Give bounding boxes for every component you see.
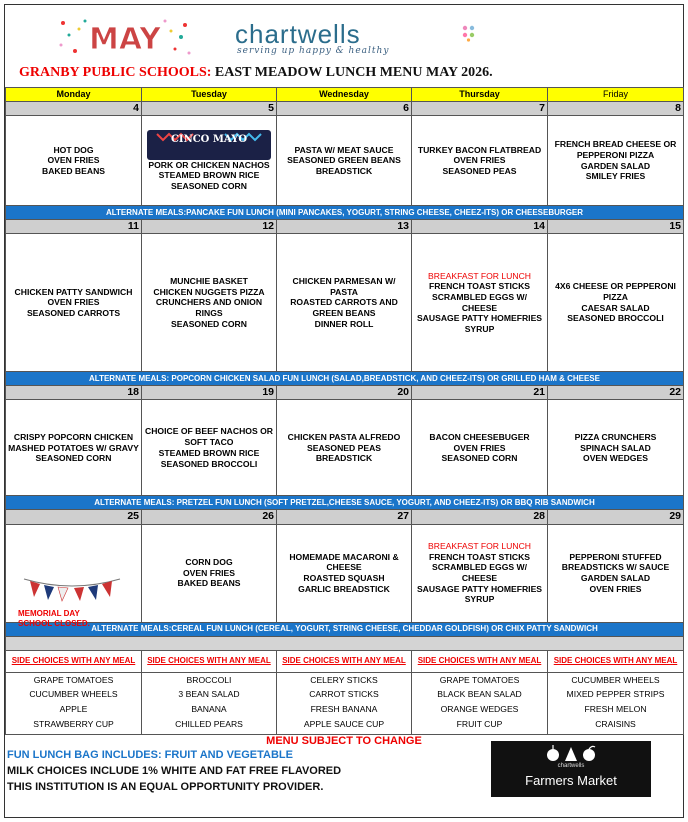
day-thursday: Thursday bbox=[412, 88, 548, 102]
side-item: FRESH MELON bbox=[584, 703, 647, 714]
side-item: ORANGE WEDGES bbox=[440, 703, 519, 714]
side-item: CUCUMBER WHEELS bbox=[29, 689, 118, 700]
holiday-line-2: SCHOOL CLOSED. bbox=[18, 618, 90, 628]
memorial-day-text bbox=[18, 609, 90, 628]
side-choices-cell bbox=[6, 672, 142, 734]
meal-item: HOT DOG bbox=[53, 144, 94, 155]
brand-tagline: serving up happy & healthy bbox=[237, 46, 390, 56]
meal-cell bbox=[6, 234, 142, 372]
meal-item: SAUSAGE PATTY HOMEFRIES SYRUP bbox=[416, 313, 543, 335]
alternate-meals-row bbox=[6, 496, 684, 510]
meal-item: OVEN WEDGES bbox=[583, 453, 648, 464]
equal-opportunity-note: THIS INSTITUTION IS AN EQUAL OPPORTUNITY PROVIDER. bbox=[7, 781, 324, 793]
meal-item: SEASONED BROCCOLI bbox=[160, 458, 258, 469]
side-item: BLACK BEAN SALAD bbox=[437, 689, 522, 700]
cinco-de-mayo-text: CINCO MAYO bbox=[170, 133, 248, 145]
side-item: APPLE SAUCE CUP bbox=[303, 718, 385, 729]
side-choices-header: SIDE CHOICES WITH ANY MEAL bbox=[6, 650, 142, 672]
meal-cell bbox=[412, 524, 548, 622]
meal-cell bbox=[412, 116, 548, 206]
side-item: APPLE bbox=[59, 703, 88, 714]
day-friday: Friday bbox=[548, 88, 684, 102]
date-cell: 27 bbox=[277, 510, 412, 524]
alternate-meals-row bbox=[6, 206, 684, 220]
meal-cell bbox=[142, 116, 277, 206]
meal-item: GARDEN SALAD bbox=[580, 160, 651, 171]
date-cell: 13 bbox=[277, 220, 412, 234]
meal-item: BAKED BEANS bbox=[41, 165, 106, 176]
meal-row bbox=[6, 116, 684, 206]
meal-item: FRENCH TOAST STICKS SCRAMBLED EGGS W/ CHEESE bbox=[428, 281, 531, 313]
day-wednesday: Wednesday bbox=[277, 88, 412, 102]
menu-page bbox=[4, 4, 684, 818]
side-item: BROCCOLI bbox=[186, 674, 232, 685]
date-row bbox=[6, 386, 684, 400]
meal-item: CHICKEN PASTA ALFREDO bbox=[287, 431, 401, 442]
meal-item: SEASONED PEAS bbox=[442, 165, 517, 176]
date-cell: 18 bbox=[6, 386, 142, 400]
side-choices-header: SIDE CHOICES WITH ANY MEAL bbox=[142, 650, 277, 672]
meal-item: OVEN FRIES bbox=[47, 297, 100, 308]
meal-item: DINNER ROLL bbox=[314, 318, 374, 329]
date-cell: 25 bbox=[6, 510, 142, 524]
meal-item: GARLIC BREADSTICK bbox=[298, 583, 390, 594]
date-row bbox=[6, 510, 684, 524]
meal-item: OVEN FRIES bbox=[453, 442, 506, 453]
meal-item: CHICKEN PARMESAN W/ PASTA bbox=[292, 275, 396, 297]
side-item: CHILLED PEARS bbox=[175, 718, 243, 729]
date-cell: 15 bbox=[548, 220, 684, 234]
meal-item: CORN DOG bbox=[185, 556, 233, 567]
meal-item: SAUSAGE PATTY HOMEFRIES SYRUP bbox=[416, 583, 543, 605]
meal-item: CHOICE OF BEEF NACHOS OR SOFT TACO bbox=[145, 426, 273, 448]
meal-item: STEAMED BROWN RICE bbox=[158, 447, 260, 458]
farmers-market-brand: chartwells bbox=[557, 763, 585, 769]
meal-item: FRENCH BREAD CHEESE OR PEPPERONI PIZZA bbox=[554, 139, 677, 160]
side-item: 3 BEAN SALAD bbox=[178, 689, 240, 700]
side-choices-header-row bbox=[6, 650, 684, 672]
milk-choices-note: MILK CHOICES INCLUDE 1% WHITE AND FAT FREE FLAVORED bbox=[7, 765, 342, 777]
cinco-de-mayo-badge bbox=[147, 130, 271, 160]
meal-item: SEASONED CORN bbox=[171, 318, 247, 329]
side-choices-cell bbox=[277, 672, 412, 734]
date-cell: 8 bbox=[548, 102, 684, 116]
school-name: GRANBY PUBLIC SCHOOLS bbox=[19, 65, 207, 80]
alternate-meals-row bbox=[6, 372, 684, 386]
side-choices-row bbox=[6, 672, 684, 734]
alternate-meals: ALTERNATE MEALS:CEREAL FUN LUNCH (CEREAL, YOGURT, STRING CHEESE, CHEDDAR GOLDFISH) OR CHIX PATTY SANDWICH bbox=[6, 622, 684, 636]
date-cell: 26 bbox=[142, 510, 277, 524]
date-cell: 14 bbox=[412, 220, 548, 234]
date-cell: 6 bbox=[277, 102, 412, 116]
meal-item: OVEN FRIES bbox=[453, 155, 506, 166]
side-choices-cell bbox=[548, 672, 684, 734]
meal-item: OVEN FRIES bbox=[182, 567, 236, 578]
meal-item: STEAMED BROWN RICE SEASONED CORN bbox=[158, 170, 260, 191]
day-tuesday: Tuesday bbox=[142, 88, 277, 102]
farmers-market-title: Farmers Market bbox=[525, 773, 617, 788]
footer bbox=[5, 733, 683, 817]
date-cell: 29 bbox=[548, 510, 684, 524]
meal-cell bbox=[142, 234, 277, 372]
chartwells-logo bbox=[235, 19, 485, 59]
meal-cell bbox=[548, 116, 684, 206]
meal-cell bbox=[277, 400, 412, 496]
side-item: GRAPE TOMATOES bbox=[439, 674, 520, 685]
page-title bbox=[19, 65, 493, 81]
date-cell: 20 bbox=[277, 386, 412, 400]
meal-cell bbox=[6, 400, 142, 496]
side-item: BANANA bbox=[191, 703, 227, 714]
meal-item: BREADSTICK bbox=[315, 453, 373, 464]
menu-title: EAST MEADOW LUNCH MENU MAY 2026. bbox=[214, 65, 493, 80]
meal-item: PORK OR CHICKEN NACHOS bbox=[148, 159, 270, 170]
side-item: FRESH BANANA bbox=[310, 703, 378, 714]
side-item: CELERY STICKS bbox=[310, 674, 378, 685]
brand-name: chartwells bbox=[235, 19, 361, 49]
side-item: CARROT STICKS bbox=[309, 689, 379, 700]
holiday-line-1: MEMORIAL DAY bbox=[18, 609, 80, 618]
meal-item: CHICKEN NUGGETS PIZZA CRUNCHERS AND ONION RINGS bbox=[153, 286, 265, 319]
meal-item: SEASONED PEAS bbox=[306, 442, 382, 453]
farmers-market-logo bbox=[491, 741, 651, 797]
meal-item: BREAKFAST FOR LUNCH bbox=[428, 270, 531, 281]
side-choices-header: SIDE CHOICES WITH ANY MEAL bbox=[277, 650, 412, 672]
side-choices-cell bbox=[412, 672, 548, 734]
side-item: MIXED PEPPER STRIPS bbox=[566, 689, 665, 700]
meal-cell bbox=[6, 116, 142, 206]
spacer-row bbox=[6, 636, 684, 650]
meal-cell bbox=[277, 234, 412, 372]
may-logo bbox=[55, 15, 195, 57]
meal-item: MUNCHIE BASKET bbox=[170, 275, 248, 286]
meal-item: SEASONED GREEN BEANS bbox=[287, 155, 401, 166]
side-item: CUCUMBER WHEELS bbox=[571, 674, 660, 685]
menu-subject-notice: MENU SUBJECT TO CHANGE bbox=[266, 735, 422, 747]
meal-row bbox=[6, 524, 684, 622]
brand-dots-icon bbox=[459, 23, 479, 43]
date-cell: 12 bbox=[142, 220, 277, 234]
date-row bbox=[6, 102, 684, 116]
meal-item: OVEN FRIES bbox=[589, 583, 642, 594]
meal-cell bbox=[277, 116, 412, 206]
meal-item: PASTA W/ MEAT SAUCE bbox=[294, 144, 394, 155]
meal-cell bbox=[412, 400, 548, 496]
date-cell: 4 bbox=[6, 102, 142, 116]
meal-item: FRENCH TOAST STICKS SCRAMBLED EGGS W/ CHEESE bbox=[428, 551, 531, 583]
meal-item: PEPPERONI STUFFED BREADSTICKS W/ SAUCE bbox=[561, 551, 670, 573]
side-choices-header: SIDE CHOICES WITH ANY MEAL bbox=[548, 650, 684, 672]
meal-item: SPINACH SALAD bbox=[580, 442, 651, 453]
meal-cell bbox=[6, 524, 142, 628]
meal-item: SEASONED CORN bbox=[35, 453, 112, 464]
meal-item: SEASONED CORN bbox=[441, 453, 518, 464]
alternate-meals: ALTERNATE MEALS: POPCORN CHICKEN SALAD FUN LUNCH (SALAD,BREADSTICK, AND CHEEZ-ITS) OR GRILLED HAM & CHEESE bbox=[6, 372, 684, 386]
meal-cell bbox=[548, 234, 684, 372]
meal-item: TURKEY BACON FLATBREAD bbox=[417, 144, 542, 155]
date-cell: 11 bbox=[6, 220, 142, 234]
meal-cell bbox=[142, 524, 277, 622]
header bbox=[5, 5, 683, 87]
side-choices-header: SIDE CHOICES WITH ANY MEAL bbox=[412, 650, 548, 672]
meal-cell bbox=[142, 400, 277, 496]
side-item: STRAWBERRY CUP bbox=[33, 718, 114, 729]
menu-calendar bbox=[5, 87, 684, 735]
title-separator: : bbox=[206, 65, 212, 80]
date-cell: 19 bbox=[142, 386, 277, 400]
date-cell: 28 bbox=[412, 510, 548, 524]
side-choices-cell bbox=[142, 672, 277, 734]
meal-item: MASHED POTATOES W/ GRAVY bbox=[8, 442, 139, 453]
date-row bbox=[6, 220, 684, 234]
meal-item: SEASONED CARROTS bbox=[26, 308, 121, 319]
produce-icon bbox=[541, 743, 601, 765]
meal-item: SEASONED BROCCOLI bbox=[567, 313, 664, 324]
alternate-meals: ALTERNATE MEALS: PRETZEL FUN LUNCH (SOFT PRETZEL,CHEESE SAUCE, YOGURT, AND CHEEZ-ITS) OR BBQ RIB SANDWICH bbox=[6, 496, 684, 510]
meal-cell bbox=[412, 234, 548, 372]
date-cell: 7 bbox=[412, 102, 548, 116]
meal-item: PIZZA CRUNCHERS bbox=[574, 431, 657, 442]
date-cell: 5 bbox=[142, 102, 277, 116]
spacer-cell bbox=[6, 636, 684, 650]
meal-cell bbox=[277, 524, 412, 622]
meal-item: ROASTED SQUASH bbox=[303, 573, 385, 583]
meal-item: BACON CHEESEBUGER bbox=[429, 431, 530, 442]
meal-item: ROASTED CARROTS AND GREEN BEANS bbox=[290, 297, 398, 319]
meal-item: HOMEMADE MACARONI & CHEESE bbox=[289, 551, 399, 573]
date-cell: 22 bbox=[548, 386, 684, 400]
day-monday: Monday bbox=[6, 88, 142, 102]
date-cell: 21 bbox=[412, 386, 548, 400]
meal-row bbox=[6, 234, 684, 372]
alternate-meals: ALTERNATE MEALS:PANCAKE FUN LUNCH (MINI PANCAKES, YOGURT, STRING CHEESE, CHEEZ-ITS) OR CHEESEBURGER bbox=[6, 206, 684, 220]
meal-item: 4X6 CHEESE OR PEPPERONI PIZZA bbox=[555, 281, 676, 303]
meal-item: OVEN FRIES bbox=[47, 155, 100, 166]
fun-lunch-bag-note: FUN LUNCH BAG INCLUDES: FRUIT AND VEGETABLE bbox=[7, 749, 293, 761]
side-item: GRAPE TOMATOES bbox=[33, 674, 114, 685]
day-header-row bbox=[6, 88, 684, 102]
meal-cell bbox=[548, 400, 684, 496]
alternate-meals-row bbox=[6, 622, 684, 636]
meal-item: SMILEY FRIES bbox=[585, 171, 646, 182]
meal-item: CHICKEN PATTY SANDWICH bbox=[14, 286, 133, 297]
meal-item: BAKED BEANS bbox=[177, 578, 241, 589]
meal-item: GARDEN SALAD bbox=[580, 573, 651, 583]
side-item: CRAISINS bbox=[595, 718, 636, 729]
side-item: FRUIT CUP bbox=[456, 718, 503, 729]
meal-item: BREADSTICK bbox=[315, 165, 373, 176]
meal-item: BREAKFAST FOR LUNCH bbox=[428, 540, 531, 551]
bunting-icon bbox=[22, 575, 122, 603]
meal-row bbox=[6, 400, 684, 496]
svg-text:MAY: MAY bbox=[89, 22, 161, 57]
meal-cell bbox=[548, 524, 684, 622]
meal-item: CRISPY POPCORN CHICKEN bbox=[13, 431, 134, 442]
meal-item: CAESAR SALAD bbox=[581, 302, 650, 313]
